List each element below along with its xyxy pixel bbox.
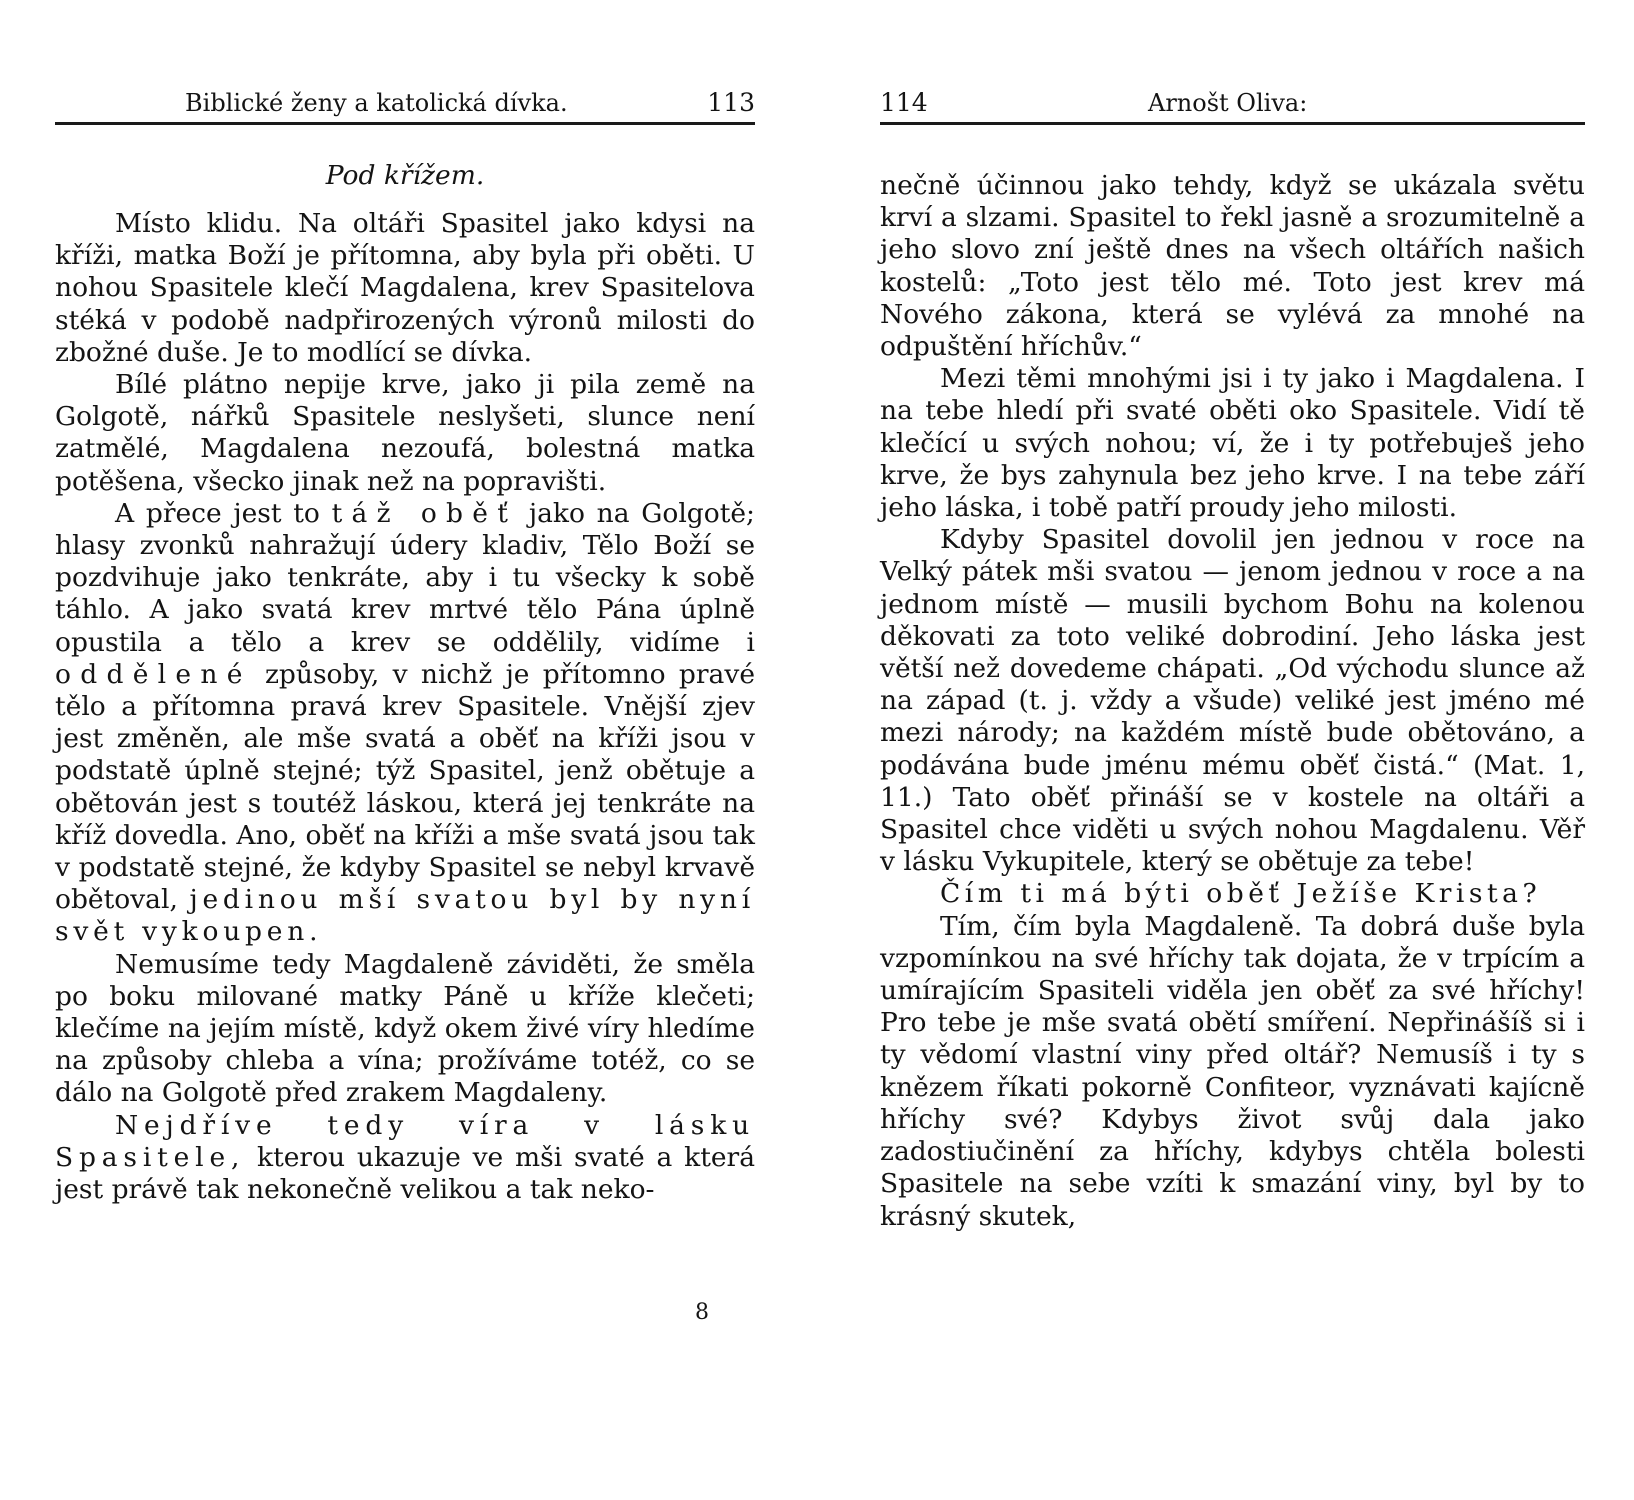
paragraph: Mezi těmi mnohými jsi i ty jako i Magdalena. I na tebe hledí při svaté oběti oko Spasitele. Vidí tě klečící u svých nohou; ví, že i ty potřebuješ jeho krve, že bys zahynula bez jeho krve. I na tebe září jeho láska, i tobě patří proudy jeho milosti. (880, 363, 1585, 524)
running-head-title: Arnošt Oliva: (1148, 89, 1308, 117)
spaced-emphasis: táž oběť (331, 497, 518, 529)
text-run: A přece jest to (115, 497, 332, 529)
page-number: 114 (880, 88, 928, 117)
paragraph (55, 498, 755, 949)
spaced-emphasis: jedinou mší svatou byl by nyní svět vykoupen. (55, 884, 755, 948)
text-run: způsoby, v nichž je přítomno pravé tělo a přítomna pravá krev Spasitele. Vnější zjev jest změněn, ale mše svatá a oběť na kříži jsou v podstatě úplně stejné; týž Spasitel, jenž obětuje a obětován jest s toutéž láskou, která jej tenkráte na kříž dovedla. Ano, oběť na kříži a mše svatá jsou tak v podstatě stejné, že kdyby Spasitel se nebyl krvavě obětoval, (55, 658, 755, 916)
paragraph: Místo klidu. Na oltáři Spasitel jako kdysi na kříži, matka Boží je přítomna, aby byla při oběti. U nohou Spasitele klečí Magdalena, krev Spasitelova stéká v podobě nadpřirozených výronů milosti do zbožné duše. Je to modlící se dívka. (55, 208, 755, 368)
section-heading: Pod křížem. (325, 160, 485, 191)
paragraph: Kdyby Spasitel dovolil jen jednou v roce na Velký pátek mši svatou — jenom jednou v roce a na jednom místě — musili bychom Bohu na kolenou děkovati za toto veliké dobrodiní. Jeho láska jest větší než dovedeme chápati. „Od východu slunce až na západ (t. j. vždy a všude) veliké jest jméno mé mezi národy; na každém místě bude obětováno, a podávána bude jménu mému oběť čistá.“ (Mat. 1, 11.) Tato oběť přináší se v kostele na oltáři a Spasitel chce viděti u svých nohou Magdalenu. Věř v lásku Vykupitele, který se obětuje za tebe! (880, 524, 1585, 878)
paragraph (55, 1110, 755, 1207)
paragraph: nečně účinnou jako tehdy, když se ukázala světu krví a slzami. Spasitel to řekl jasně a srozumitelně a jeho slovo zní ještě dnes na všech oltářích našich kostelů: „Toto jest tělo mé. Toto jest krev má Nového zákona, která se vylévá za mnohé na odpuštění hříchův.“ (880, 170, 1585, 363)
text-run: kterou ukazuje ve mši svaté a která jest právě tak nekonečně velikou a tak neko- (55, 1141, 755, 1206)
text-run: jako na Golgotě; hlasy zvonků nahražují údery kladiv, Tělo Boží se pozdvihuje jako tenkráte, aby i tu všecky k sobě táhlo. A jako svatá krev mrtvé tělo Pána úplně opustila a tělo a krev se oddělily, vidíme i (55, 497, 755, 658)
running-head-title: Biblické ženy a katolická dívka. (185, 89, 568, 117)
paragraph: Nemusíme tedy Magdaleně záviděti, že směla po boku milované matky Páně u kříže klečeti; klečíme na jejím místě, když okem živé víry hledíme na způsoby chleba a vína; prožíváme totéž, co se dálo na Golgotě před zrakem Magdaleny. (55, 948, 755, 1109)
spaced-emphasis: oddělené (55, 658, 252, 690)
page-body (55, 160, 755, 1206)
running-head (880, 86, 1585, 125)
running-head (55, 86, 755, 125)
page-number: 113 (707, 88, 755, 117)
paragraph: Tím, čím byla Magdaleně. Ta dobrá duše byla vzpomínkou na své hříchy tak dojata, že v trpícím a umírajícím Spasiteli viděla jen oběť za své hříchy! Pro tebe je mše svatá obětí smíření. Nepřinášíš si i ty vědomí vlastní viny před oltář? Nemusíš i ty s knězem říkati pokorně Confiteor, vyznávati kajícně hříchy své? Kdybys život svůj dala jako zadostiučinění za hříchy, kdybys chtěla bolesti Spasitele na sebe vzíti k smazání viny, byl by to krásný skutek, (880, 910, 1585, 1232)
signature-mark: 8 (695, 1300, 709, 1325)
page-body (880, 170, 1585, 1233)
paragraph: Bílé plátno nepije krve, jako ji pila země na Golgotě, nářků Spasitele neslyšeti, slunce není zatmělé, Magdalena nezoufá, bolestná matka potěšena, všecko jinak než na popravišti. (55, 369, 755, 497)
spaced-question: Čím ti má býti oběť Ježíše Krista? (940, 878, 1542, 910)
spaced-emphasis: Nejdříve tedy víra v lásku Spasitele, (55, 1109, 755, 1173)
